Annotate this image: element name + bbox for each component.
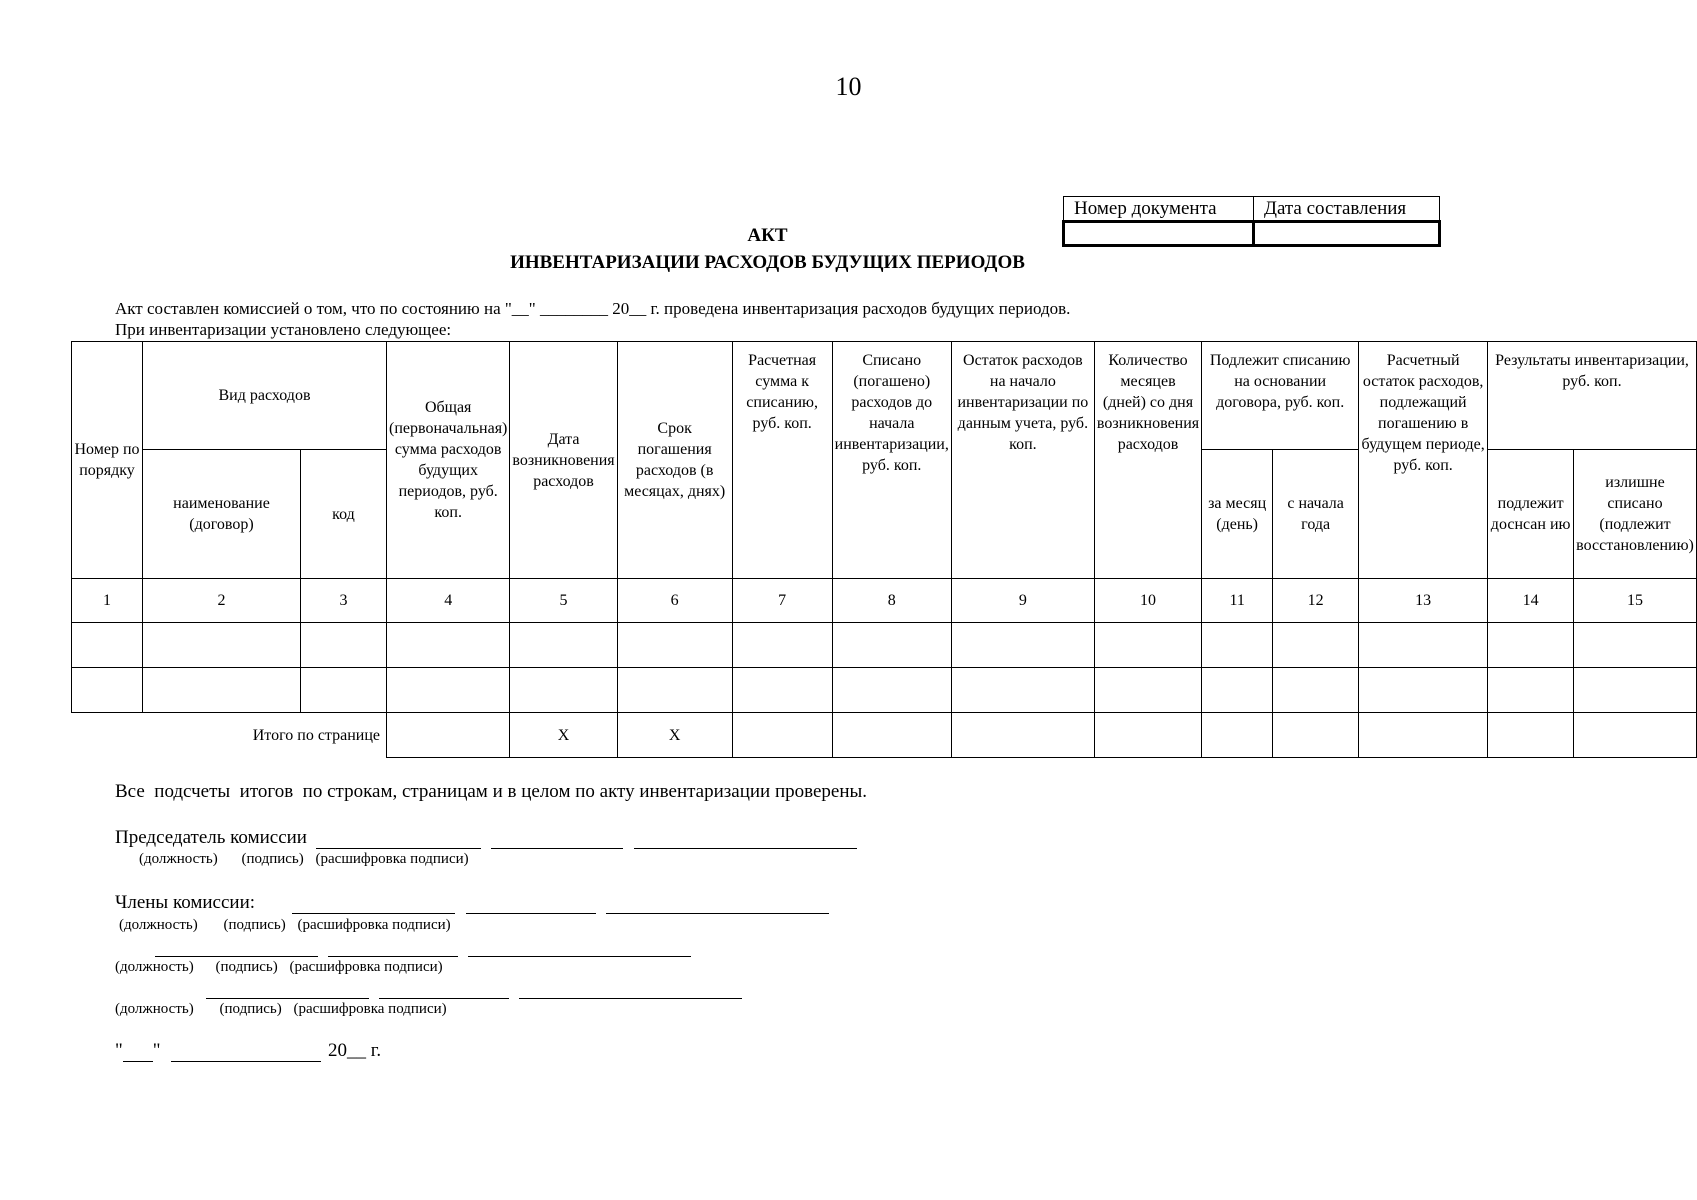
header-excess-written-off: излишне списано (подлежит восстановлению) <box>1574 450 1697 579</box>
total-row <box>72 713 1697 758</box>
intro-text-2: При инвентаризации установлено следующее: <box>115 320 452 339</box>
table-cell[interactable] <box>1574 668 1697 713</box>
header-from-year-start: с начала года <box>1273 450 1359 579</box>
table-cell[interactable] <box>951 623 1094 668</box>
header-expense-type: Вид расходов <box>143 342 387 450</box>
decode-line[interactable] <box>606 895 829 914</box>
header-written-off: Списано (погашено) расходов до начала инвентаризации, руб. коп. <box>832 342 951 579</box>
members-label: Члены комиссии: <box>115 892 256 913</box>
position-line[interactable] <box>155 938 318 957</box>
table-cell[interactable] <box>510 623 617 668</box>
col-number: 1 <box>72 579 143 623</box>
col-number: 8 <box>832 579 951 623</box>
total-cell[interactable] <box>1273 713 1359 758</box>
intro-text: Акт составлен комиссией о том, что по состоянию на "__" ________ 20__ г. проведена инвентаризация расходов будущих периодов. <box>115 299 1071 318</box>
header-code: код <box>301 450 387 579</box>
total-cell[interactable] <box>1202 713 1273 758</box>
member-1-signature-row <box>115 892 829 914</box>
header-balance: Остаток расходов на начало инвентаризации по данным учета, руб. коп. <box>951 342 1094 579</box>
col-number: 3 <box>301 579 387 623</box>
table-cell[interactable] <box>732 623 832 668</box>
table-cell[interactable] <box>387 668 510 713</box>
col-number: 9 <box>951 579 1094 623</box>
day-line[interactable] <box>123 1043 153 1062</box>
table-cell[interactable] <box>143 623 301 668</box>
caption-signature: (подпись) <box>215 959 278 975</box>
chairman-captions <box>139 851 469 868</box>
header-results: Результаты инвентаризации, руб. коп. <box>1488 342 1697 450</box>
col-number: 6 <box>617 579 732 623</box>
header-row-number: Номер по порядку <box>72 342 143 579</box>
position-line[interactable] <box>292 895 455 914</box>
position-line[interactable] <box>206 980 369 999</box>
total-cell[interactable] <box>387 713 510 758</box>
caption-position: (должность) <box>115 959 194 975</box>
total-x-mark: X <box>510 713 617 758</box>
decode-line[interactable] <box>519 980 742 999</box>
table-cell[interactable] <box>1094 623 1201 668</box>
total-cell[interactable] <box>951 713 1094 758</box>
chairman-signature-row <box>115 827 857 849</box>
table-cell[interactable] <box>1202 623 1273 668</box>
header-per-month: за месяц (день) <box>1202 450 1273 579</box>
member-2-signature-row <box>155 938 691 957</box>
col-number: 15 <box>1574 579 1697 623</box>
header-calc-balance: Расчетный остаток расходов, подлежащий погашению в будущем периоде, руб. коп. <box>1359 342 1488 579</box>
header-to-add: подлежит доснсан ию <box>1488 450 1574 579</box>
date-quote-close: " <box>152 1040 161 1061</box>
table-cell[interactable] <box>1273 623 1359 668</box>
table-cell[interactable] <box>832 623 951 668</box>
caption-position: (должность) <box>139 851 218 867</box>
table-cell[interactable] <box>387 623 510 668</box>
check-statement: Все подсчеты итогов по строкам, страницам и в целом по акту инвентаризации проверены. <box>115 781 868 802</box>
table-cell[interactable] <box>1359 668 1488 713</box>
date-year: 20__ г. <box>328 1040 382 1061</box>
col-number: 14 <box>1488 579 1574 623</box>
table-cell[interactable] <box>301 668 387 713</box>
table-cell[interactable] <box>1273 668 1359 713</box>
decode-line[interactable] <box>634 830 857 849</box>
table-cell[interactable] <box>732 668 832 713</box>
signature-line[interactable] <box>328 938 458 957</box>
header-term: Срок погашения расходов (в месяцах, днях) <box>617 342 732 579</box>
table-cell[interactable] <box>1359 623 1488 668</box>
table-cell[interactable] <box>72 668 143 713</box>
col-number: 11 <box>1202 579 1273 623</box>
position-line[interactable] <box>316 830 481 849</box>
col-number: 5 <box>510 579 617 623</box>
inventory-table <box>71 341 1697 758</box>
caption-position: (должность) <box>115 1001 194 1017</box>
header-months-count: Количество месяцев (дней) со дня возникновения расходов <box>1094 342 1201 579</box>
col-number: 13 <box>1359 579 1488 623</box>
table-cell[interactable] <box>617 668 732 713</box>
table-row <box>72 668 1697 713</box>
caption-signature: (подпись) <box>219 1001 282 1017</box>
page-number: 10 <box>835 72 862 101</box>
chairman-label: Председатель комиссии <box>115 827 307 848</box>
table-cell[interactable] <box>1202 668 1273 713</box>
date-label: Дата составления <box>1254 197 1440 222</box>
member-3-signature-row <box>206 980 742 999</box>
decode-line[interactable] <box>468 938 691 957</box>
caption-signature: (подпись) <box>241 851 304 867</box>
table-cell[interactable] <box>72 623 143 668</box>
table-cell[interactable] <box>1488 668 1574 713</box>
table-cell[interactable] <box>301 623 387 668</box>
table-cell[interactable] <box>1488 623 1574 668</box>
col-number: 10 <box>1094 579 1201 623</box>
col-number: 12 <box>1273 579 1359 623</box>
header-total-amount: Общая (первоначальная) сумма расходов будущих периодов, руб. коп. <box>387 342 510 579</box>
date-row <box>115 1040 381 1062</box>
signature-line[interactable] <box>491 830 623 849</box>
total-cell[interactable] <box>832 713 951 758</box>
header-calc-sum: Расчетная сумма к списанию, руб. коп. <box>732 342 832 579</box>
total-x-mark: X <box>617 713 732 758</box>
table-cell[interactable] <box>510 668 617 713</box>
total-cell[interactable] <box>1574 713 1697 758</box>
caption-position: (должность) <box>119 917 198 933</box>
header-to-write-off: Подлежит списанию на основании договора, руб. коп. <box>1202 342 1359 450</box>
doc-number-label: Номер документа <box>1064 197 1254 222</box>
col-number: 4 <box>387 579 510 623</box>
table-cell[interactable] <box>1574 623 1697 668</box>
col-number: 7 <box>732 579 832 623</box>
total-cell[interactable] <box>1359 713 1488 758</box>
member-3-captions <box>115 1001 447 1018</box>
caption-decode: (расшифровка подписи) <box>293 1001 447 1017</box>
month-line[interactable] <box>171 1043 321 1062</box>
header-name-contract: наименование (договор) <box>143 450 301 579</box>
table-cell[interactable] <box>617 623 732 668</box>
document-subtitle: ИНВЕНТАРИЗАЦИИ РАСХОДОВ БУДУЩИХ ПЕРИОДОВ <box>510 252 1025 273</box>
table-cell[interactable] <box>143 668 301 713</box>
signature-line[interactable] <box>379 980 509 999</box>
col-number: 2 <box>143 579 301 623</box>
total-cell[interactable] <box>1488 713 1574 758</box>
table-cell[interactable] <box>1094 668 1201 713</box>
member-1-captions <box>119 917 451 934</box>
table-row <box>72 623 1697 668</box>
table-cell[interactable] <box>951 668 1094 713</box>
table-cell[interactable] <box>832 668 951 713</box>
total-label: Итого по странице <box>72 713 387 758</box>
total-cell[interactable] <box>732 713 832 758</box>
caption-signature: (подпись) <box>223 917 286 933</box>
caption-decode: (расшифровка подписи) <box>289 959 443 975</box>
caption-decode: (расшифровка подписи) <box>297 917 451 933</box>
header-date: Дата возникновения расходов <box>510 342 617 579</box>
caption-decode: (расшифровка подписи) <box>315 851 469 867</box>
signature-line[interactable] <box>466 895 596 914</box>
total-cell[interactable] <box>1094 713 1201 758</box>
member-2-captions <box>115 959 443 976</box>
date-quote-open: " <box>115 1040 123 1061</box>
document-title: АКТ <box>747 225 788 246</box>
